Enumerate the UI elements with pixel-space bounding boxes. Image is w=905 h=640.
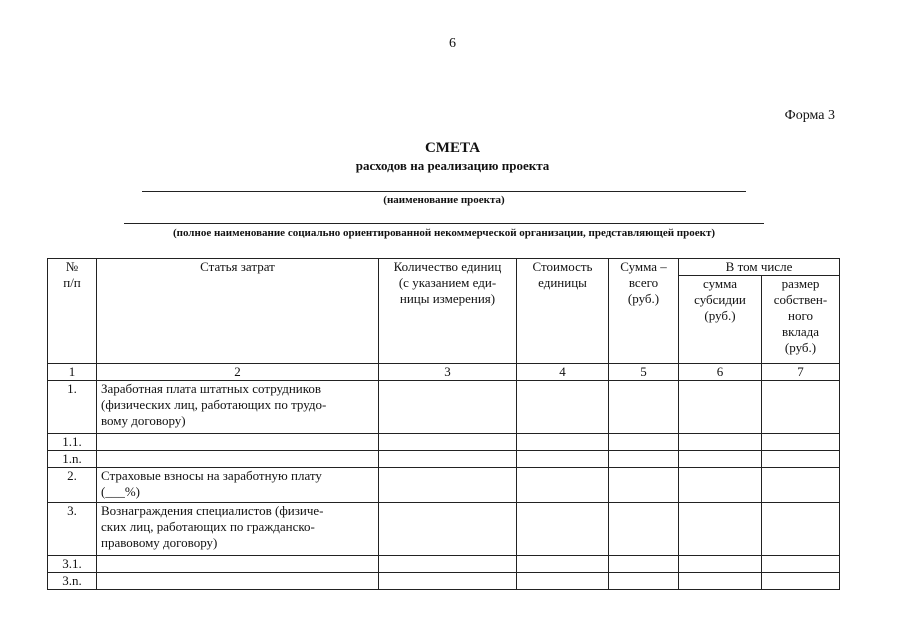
table-row — [48, 381, 840, 434]
estimate-table — [47, 258, 840, 590]
row-item[interactable] — [97, 434, 379, 451]
row-number: 1.n. — [48, 451, 97, 468]
header-including: В том числе — [679, 259, 840, 276]
col-number: 7 — [762, 364, 840, 381]
table-row — [48, 434, 840, 451]
cell-subsidy[interactable] — [679, 573, 762, 590]
col-number: 1 — [48, 364, 97, 381]
row-item: Страховые взносы на заработную плату (___%) — [97, 468, 379, 503]
cell-unit-cost[interactable] — [517, 381, 609, 434]
header-total: Сумма – всего (руб.) — [609, 259, 679, 364]
row-number: 3.1. — [48, 556, 97, 573]
cell-quantity[interactable] — [379, 381, 517, 434]
cell-own-contribution[interactable] — [762, 503, 840, 556]
col-number: 5 — [609, 364, 679, 381]
cell-own-contribution[interactable] — [762, 468, 840, 503]
row-number: 2. — [48, 468, 97, 503]
cell-quantity[interactable] — [379, 573, 517, 590]
cell-subsidy[interactable] — [679, 381, 762, 434]
row-item[interactable] — [97, 556, 379, 573]
row-number: 3.n. — [48, 573, 97, 590]
table-row — [48, 573, 840, 590]
cell-total[interactable] — [609, 468, 679, 503]
row-item[interactable] — [97, 451, 379, 468]
cell-quantity[interactable] — [379, 556, 517, 573]
cell-total[interactable] — [609, 556, 679, 573]
row-item: Вознаграждения специалистов (физиче- ских лиц, работающих по гражданско- правовому договору) — [97, 503, 379, 556]
project-name-caption: (наименование проекта) — [383, 194, 505, 206]
cell-total[interactable] — [609, 503, 679, 556]
row-item: Заработная плата штатных сотрудников (физических лиц, работающих по трудо- вому договору) — [97, 381, 379, 434]
col-number: 6 — [679, 364, 762, 381]
col-number: 4 — [517, 364, 609, 381]
cell-quantity[interactable] — [379, 434, 517, 451]
header-own-contribution: размер собствен- ного вклада (руб.) — [762, 276, 840, 364]
cell-unit-cost[interactable] — [517, 468, 609, 503]
cell-total[interactable] — [609, 573, 679, 590]
table-row — [48, 503, 840, 556]
col-number: 3 — [379, 364, 517, 381]
table-row — [48, 556, 840, 573]
table-row — [48, 451, 840, 468]
cell-total[interactable] — [609, 451, 679, 468]
cell-subsidy[interactable] — [679, 468, 762, 503]
org-name-caption: (полное наименование социально ориентированной некоммерческой организации, представляющей проект) — [172, 227, 716, 239]
row-number: 3. — [48, 503, 97, 556]
form-label: Форма 3 — [784, 108, 835, 123]
row-number: 1. — [48, 381, 97, 434]
cell-subsidy[interactable] — [679, 434, 762, 451]
table-row — [48, 468, 840, 503]
cell-subsidy[interactable] — [679, 503, 762, 556]
cell-total[interactable] — [609, 434, 679, 451]
cell-quantity[interactable] — [379, 451, 517, 468]
cell-unit-cost[interactable] — [517, 503, 609, 556]
cell-own-contribution[interactable] — [762, 381, 840, 434]
header-num: № п/п — [48, 259, 97, 364]
document-title: СМЕТА — [424, 140, 481, 156]
header-subsidy: сумма субсидии (руб.) — [679, 276, 762, 364]
cell-quantity[interactable] — [379, 468, 517, 503]
page-number: 6 — [449, 36, 456, 51]
cell-own-contribution[interactable] — [762, 573, 840, 590]
cell-total[interactable] — [609, 381, 679, 434]
row-item[interactable] — [97, 573, 379, 590]
cell-own-contribution[interactable] — [762, 451, 840, 468]
header-unit-cost: Стоимость единицы — [517, 259, 609, 364]
org-name-line — [124, 223, 764, 224]
cell-unit-cost[interactable] — [517, 451, 609, 468]
cell-subsidy[interactable] — [679, 451, 762, 468]
cell-own-contribution[interactable] — [762, 434, 840, 451]
cell-unit-cost[interactable] — [517, 573, 609, 590]
cell-quantity[interactable] — [379, 503, 517, 556]
cell-unit-cost[interactable] — [517, 556, 609, 573]
header-quantity: Количество единиц (с указанием еди- ницы измерения) — [379, 259, 517, 364]
col-number: 2 — [97, 364, 379, 381]
header-item: Статья затрат — [97, 259, 379, 364]
column-number-row — [48, 364, 840, 381]
row-number: 1.1. — [48, 434, 97, 451]
document-subtitle: расходов на реализацию проекта — [355, 158, 550, 173]
project-name-line — [142, 191, 746, 192]
cell-unit-cost[interactable] — [517, 434, 609, 451]
cell-subsidy[interactable] — [679, 556, 762, 573]
cell-own-contribution[interactable] — [762, 556, 840, 573]
